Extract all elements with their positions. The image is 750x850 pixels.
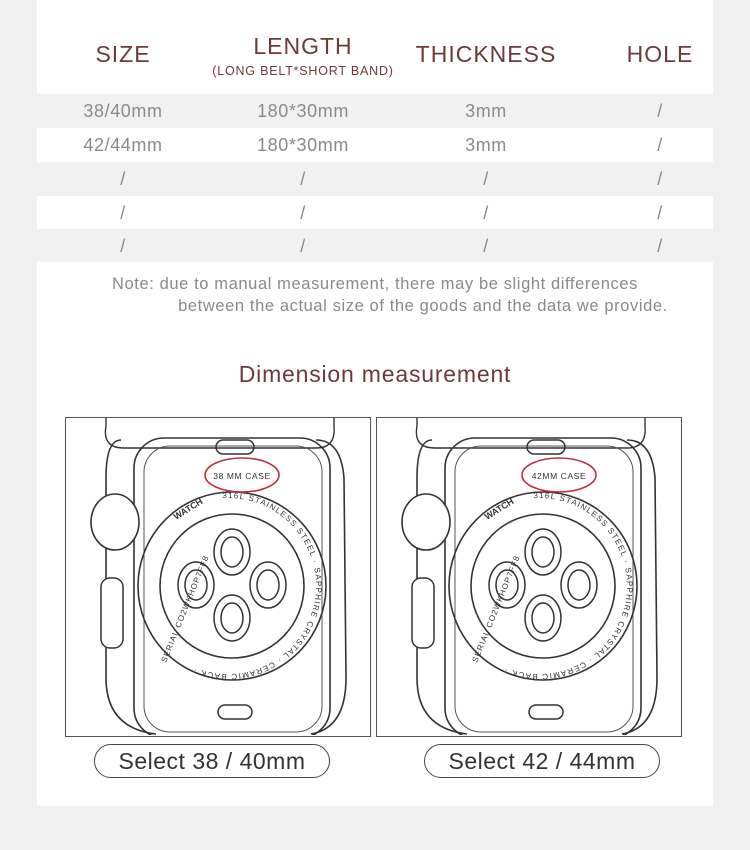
cell-hole: / bbox=[657, 169, 663, 189]
table-row bbox=[37, 162, 713, 196]
cell-length: / bbox=[300, 169, 306, 189]
cell-hole: / bbox=[657, 203, 663, 223]
header-size: SIZE bbox=[95, 41, 151, 67]
case-label: 38 MM CASE bbox=[213, 471, 271, 481]
watch-logo-text: WATCH bbox=[482, 496, 516, 522]
cell-size: 42/44mm bbox=[83, 135, 163, 155]
header-length-subtitle: (LONG BELT*SHORT BAND) bbox=[212, 64, 394, 78]
cell-length: / bbox=[300, 203, 306, 223]
cell-thickness: / bbox=[483, 169, 489, 189]
cell-length: / bbox=[300, 236, 306, 256]
watch-back-illustration bbox=[66, 418, 369, 735]
serial-text: SERIAL CO2WKHOP7FF8 bbox=[159, 553, 211, 664]
cell-thickness: / bbox=[483, 236, 489, 256]
dimension-title: Dimension measurement bbox=[238, 361, 512, 387]
cell-thickness: / bbox=[483, 203, 489, 223]
cell-size: / bbox=[120, 236, 126, 256]
case-label: 42MM CASE bbox=[531, 471, 587, 481]
table-row bbox=[37, 196, 713, 230]
cell-length: 180*30mm bbox=[257, 135, 349, 155]
note-line-2: between the actual size of the goods and the data we provide. bbox=[178, 297, 668, 315]
select-42-44mm-label: Select 42 / 44mm bbox=[424, 744, 660, 778]
watch-back-illustration bbox=[377, 418, 680, 735]
cell-size: / bbox=[120, 203, 126, 223]
table-row bbox=[37, 94, 713, 128]
serial-text: SERIAL CO2WKHOP7FF8 bbox=[470, 553, 522, 664]
table-header bbox=[37, 0, 713, 94]
table-row bbox=[37, 229, 713, 263]
cell-hole: / bbox=[657, 236, 663, 256]
ring-text: 316L STAINLESS STEEL · SAPPHIRE CRYSTAL · CERAMIC BACK · bbox=[191, 490, 324, 682]
measurement-note bbox=[37, 273, 713, 317]
cell-hole: / bbox=[657, 135, 663, 155]
cell-hole: / bbox=[657, 101, 663, 121]
header-hole: HOLE bbox=[626, 41, 694, 67]
cell-size: 38/40mm bbox=[83, 101, 163, 121]
watch-logo-text: WATCH bbox=[171, 496, 205, 522]
ring-text: 316L STAINLESS STEEL · SAPPHIRE CRYSTAL · CERAMIC BACK · bbox=[502, 490, 635, 682]
watch-diagram-42mm bbox=[376, 417, 682, 737]
size-chart-card bbox=[37, 0, 713, 806]
cell-thickness: 3mm bbox=[465, 101, 507, 121]
header-length: LENGTH bbox=[253, 33, 353, 59]
note-line-1: Note: due to manual measurement, there may be slight differences bbox=[111, 275, 639, 293]
header-thickness: THICKNESS bbox=[415, 41, 557, 67]
select-38-40mm-label: Select 38 / 40mm bbox=[94, 744, 330, 778]
cell-thickness: 3mm bbox=[465, 135, 507, 155]
table-row bbox=[37, 128, 713, 162]
cell-size: / bbox=[120, 169, 126, 189]
cell-length: 180*30mm bbox=[257, 101, 349, 121]
watch-diagram-38mm bbox=[65, 417, 371, 737]
